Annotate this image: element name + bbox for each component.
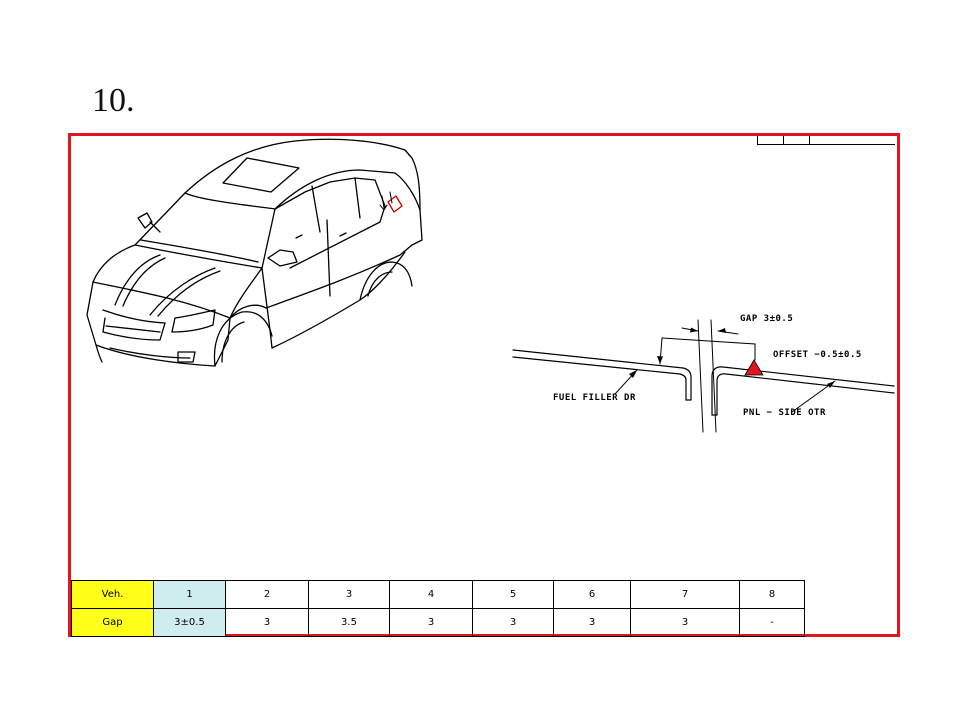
table-row: [72, 581, 805, 609]
table-cell: 3±0.5: [154, 609, 226, 637]
table-cell: 7: [631, 581, 740, 609]
table-cell: 3: [226, 609, 309, 637]
table-cell: 3.5: [309, 609, 390, 637]
row-header: Gap: [72, 609, 154, 637]
table-row: [72, 609, 805, 637]
offset-callout: OFFSET −0.5±0.5: [773, 350, 862, 360]
table-cell: 3: [554, 609, 631, 637]
row-header: Veh.: [72, 581, 154, 609]
table-cell: 4: [390, 581, 473, 609]
table-cell: 8: [740, 581, 805, 609]
fuel-filler-door-label: FUEL FILLER DR: [553, 393, 636, 403]
gap-callout: GAP 3±0.5: [740, 314, 794, 324]
table-cell: -: [740, 609, 805, 637]
table-cell: 6: [554, 581, 631, 609]
offset-marker: [745, 360, 763, 375]
table-cell: 3: [309, 581, 390, 609]
gap-table: [71, 580, 805, 637]
section-view: [513, 320, 894, 432]
table-cell: 3: [473, 609, 554, 637]
table-cell: 2: [226, 581, 309, 609]
table-cell: 3: [631, 609, 740, 637]
page-number: 10.: [92, 82, 135, 119]
car-illustration: [87, 139, 422, 366]
table-cell: 1: [154, 581, 226, 609]
table-cell: 5: [473, 581, 554, 609]
table-cell: 3: [390, 609, 473, 637]
side-outer-panel-label: PNL − SIDE OTR: [743, 408, 826, 418]
